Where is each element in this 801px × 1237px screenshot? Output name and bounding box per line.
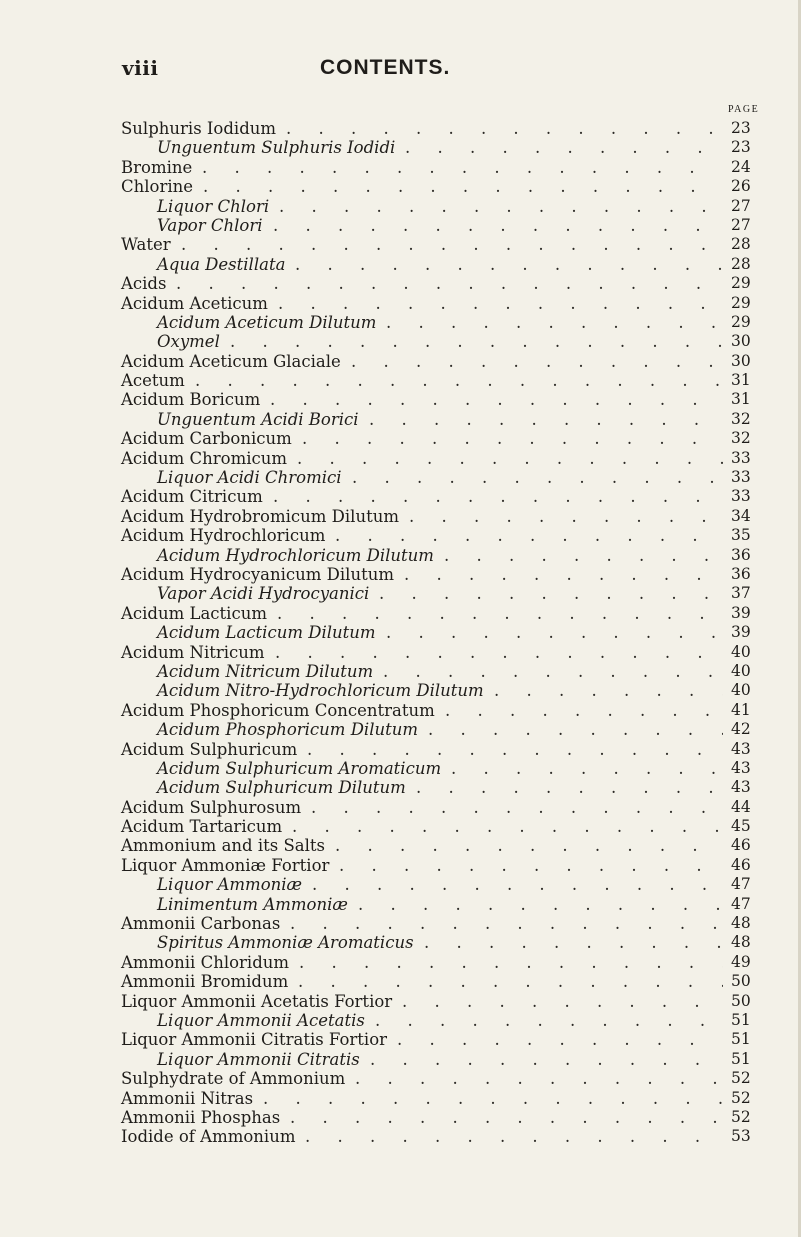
entry-title: Acidum Hydrochloricum Dilutum [157,545,434,565]
entry-title: Ammonii Chloridum [121,952,290,972]
entry-page-number: 27 [731,215,751,234]
entry-page-number: 28 [731,235,751,254]
entry-title: Acidum Lacticum [121,603,267,623]
dot-leader [286,119,723,138]
dot-leader [292,817,723,836]
entry-title: Acidum Nitricum [121,642,265,662]
entry-title: Unguentum Sulphuris Iodidi [157,138,396,158]
dot-leader [305,1127,723,1146]
contents-entry [121,371,763,390]
entry-page-number: 30 [731,351,751,370]
contents-subentry [121,410,763,429]
entry-title: Acidum Aceticum Dilutum [157,312,377,332]
dot-leader [270,390,723,409]
entry-page-number: 53 [731,1127,751,1146]
contents-entry [121,836,763,855]
entry-page-number: 52 [731,1069,751,1088]
dot-leader [302,429,723,448]
contents-entry [121,1069,763,1088]
dot-leader [335,526,723,545]
contents-subentry [121,778,763,797]
dot-leader [386,313,723,332]
entry-title: Acidum Hydrocyanicum Dilutum [121,564,394,584]
contents-entry [121,604,763,623]
entry-page-number: 29 [731,293,751,312]
entry-page-number: 26 [731,177,751,196]
contents-entry [121,235,763,254]
dot-leader [312,875,723,894]
entry-page-number: 42 [731,720,751,739]
entry-page-number: 35 [731,526,751,545]
contents-entry [121,1108,763,1127]
dot-leader [355,1069,723,1088]
entry-page-number: 51 [731,1049,751,1068]
dot-leader [428,720,723,739]
contents-subentry [121,313,763,332]
contents-subentry [121,662,763,681]
entry-page-number: 43 [731,758,751,777]
dot-leader [358,895,723,914]
dot-leader [297,449,723,468]
entry-title: Liquor Ammonii Citratis [157,1049,360,1069]
entry-page-number: 48 [731,933,751,952]
contents-subentry [121,584,763,603]
entry-page-number: 48 [731,914,751,933]
contents-entry [121,817,763,836]
entry-title: Liquor Acidi Chromici [157,468,342,488]
contents-entry [121,177,763,196]
entry-page-number: 29 [731,274,751,293]
dot-leader [273,487,723,506]
contents-subentry [121,197,763,216]
entry-title: Liquor Ammoniæ [157,875,303,895]
contents-subentry [121,546,763,565]
contents-entry [121,565,763,584]
entry-page-number: 51 [731,1030,751,1049]
entry-title: Vapor Acidi Hydrocyanici [157,584,370,604]
dot-leader [176,274,723,293]
entry-title: Liquor Ammonii Citratis Fortior [121,1030,388,1050]
entry-page-number: 44 [731,797,751,816]
contents-entry [121,914,763,933]
page-number-roman: viii [122,56,159,80]
entry-title: Liquor Ammonii Acetatis Fortior [121,991,393,1011]
entry-page-number: 46 [731,855,751,874]
entry-page-number: 33 [731,468,751,487]
contents-entry [121,429,763,448]
entry-title: Ammonii Nitras [121,1088,254,1108]
contents-entry [121,294,763,313]
dot-leader [444,546,723,565]
entry-title: Ammonii Carbonas [121,914,281,934]
dot-leader [352,468,723,487]
entry-title: Liquor Ammonii Acetatis [157,1010,365,1030]
entry-page-number: 46 [731,836,751,855]
contents-entry [121,274,763,293]
entry-page-number: 28 [731,254,751,273]
entry-page-number: 39 [731,623,751,642]
dot-leader [298,972,723,991]
contents-entry [121,449,763,468]
entry-title: Acidum Lacticum Dilutum [157,623,376,643]
entry-title: Chlorine [121,177,194,197]
contents-entry [121,390,763,409]
entry-title: Acidum Citricum [121,487,263,507]
entry-page-number: 30 [731,332,751,351]
entry-page-number: 32 [731,429,751,448]
contents-subentry [121,255,763,274]
dot-leader [402,992,723,1011]
entry-title: Bromine [121,157,193,177]
contents-list [121,119,763,1147]
dot-leader [397,1030,723,1049]
entry-title: Water [121,235,171,255]
dot-leader [311,798,723,817]
contents-subentry [121,468,763,487]
contents-entry [121,992,763,1011]
entry-title: Ammonii Bromidum [121,972,289,992]
entry-title: Acidum Tartaricum [121,817,283,837]
contents-subentry [121,681,763,700]
contents-entry [121,856,763,875]
entry-title: Sulphuris Iodidum [121,119,277,138]
entry-title: Acidum Nitricum Dilutum [157,661,374,681]
contents-entry [121,701,763,720]
entry-page-number: 23 [731,119,751,137]
entry-page-number: 24 [731,157,751,176]
entry-title: Acidum Sulphuricum Aromaticum [157,758,442,778]
entry-title: Acidum Hydrobromicum Dilutum [121,506,399,526]
entry-title: Unguentum Acidi Borici [157,409,359,429]
dot-leader [263,1089,723,1108]
dot-leader [445,701,723,720]
entry-title: Aqua Destillata [157,254,286,274]
contents-subentry [121,216,763,235]
entry-page-number: 40 [731,661,751,680]
dot-leader [339,856,723,875]
entry-page-number: 43 [731,778,751,797]
contents-entry [121,643,763,662]
contents-entry [121,352,763,371]
entry-title: Acidum Carbonicum [121,429,292,449]
entry-page-number: 37 [731,584,751,603]
entry-title: Acidum Hydrochloricum [121,526,326,546]
dot-leader [279,197,723,216]
entry-title: Acidum Boricum [121,390,261,410]
contents-subentry [121,720,763,739]
dot-leader [290,914,723,933]
entry-page-number: 27 [731,196,751,215]
entry-title: Liquor Ammoniæ Fortior [121,855,330,875]
dot-leader [383,662,723,681]
contents-subentry [121,759,763,778]
contents-entry [121,119,763,138]
entry-page-number: 36 [731,545,751,564]
contents-entry [121,487,763,506]
contents-entry [121,972,763,991]
entry-title: Acetum [121,371,185,391]
contents-entry [121,953,763,972]
contents-entry [121,798,763,817]
dot-leader [275,643,723,662]
contents-entry [121,158,763,177]
dot-leader [375,1011,723,1030]
entry-title: Liquor Chlori [157,196,270,216]
contents-entry [121,526,763,545]
entry-page-number: 51 [731,1010,751,1029]
entry-title: Ammonii Phosphas [121,1107,281,1127]
dot-leader [416,778,723,797]
entry-title: Oxymel [157,332,220,352]
entry-title: Ammonium and its Salts [121,836,325,856]
entry-title: Acidum Phosphoricum Dilutum [157,720,419,740]
dot-leader [290,1108,723,1127]
contents-entry [121,507,763,526]
contents-subentry [121,1050,763,1069]
entry-page-number: 33 [731,487,751,506]
contents-subentry [121,895,763,914]
page-column-label: PAGE [728,104,760,115]
dot-leader [386,623,723,642]
entry-title: Acids [121,274,167,294]
entry-page-number: 40 [731,681,751,700]
dot-leader [409,507,723,526]
entry-title: Acidum Sulphuricum [121,739,298,759]
entry-page-number: 34 [731,506,751,525]
dot-leader [369,410,723,429]
entry-page-number: 45 [731,817,751,836]
contents-entry [121,1127,763,1146]
entry-page-number: 36 [731,564,751,583]
entry-page-number: 47 [731,894,751,913]
page-title: CONTENTS. [320,56,451,79]
dot-leader [295,255,723,274]
dot-leader [404,565,723,584]
dot-leader [351,352,723,371]
dot-leader [181,235,723,254]
contents-subentry [121,623,763,642]
contents-entry [121,1030,763,1049]
entry-page-number: 43 [731,739,751,758]
entry-title: Iodide of Ammonium [121,1127,296,1147]
entry-title: Acidum Nitro-Hydrochloricum Dilutum [157,681,484,701]
dot-leader [424,933,723,952]
dot-leader [405,138,723,157]
entry-page-number: 50 [731,991,751,1010]
dot-leader [278,294,723,313]
entry-title: Acidum Phosphoricum Concentratum [121,700,435,720]
entry-page-number: 33 [731,448,751,467]
entry-title: Acidum Aceticum [121,293,268,313]
entry-title: Acidum Sulphuricum Dilutum [157,778,406,798]
entry-page-number: 29 [731,312,751,331]
entry-page-number: 23 [731,138,751,157]
entry-page-number: 31 [731,371,751,390]
contents-subentry [121,138,763,157]
entry-page-number: 31 [731,390,751,409]
entry-title: Linimentum Ammoniæ [157,894,348,914]
dot-leader [202,158,723,177]
contents-subentry [121,332,763,351]
entry-page-number: 52 [731,1088,751,1107]
entry-page-number: 49 [731,952,751,971]
entry-page-number: 32 [731,409,751,428]
entry-title: Spiritus Ammoniæ Aromaticus [157,933,414,953]
entry-title: Acidum Aceticum Glaciale [121,351,341,371]
contents-entry [121,740,763,759]
contents-subentry [121,875,763,894]
dot-leader [379,584,723,603]
entry-page-number: 47 [731,875,751,894]
entry-page-number: 52 [731,1107,751,1126]
entry-title: Acidum Chromicum [121,448,288,468]
entry-title: Vapor Chlori [157,215,263,235]
entry-title: Acidum Sulphurosum [121,797,302,817]
dot-leader [307,740,723,759]
dot-leader [230,332,723,351]
dot-leader [195,371,723,390]
page-header [0,56,801,80]
entry-page-number: 50 [731,972,751,991]
contents-subentry [121,933,763,952]
dot-leader [299,953,723,972]
entry-title: Sulphydrate of Ammonium [121,1069,346,1089]
dot-leader [277,604,723,623]
contents-entry [121,1089,763,1108]
contents-subentry [121,1011,763,1030]
entry-page-number: 40 [731,642,751,661]
dot-leader [494,681,723,700]
dot-leader [203,177,723,196]
entry-page-number: 41 [731,700,751,719]
dot-leader [335,836,723,855]
dot-leader [451,759,723,778]
entry-page-number: 39 [731,603,751,622]
dot-leader [273,216,723,235]
dot-leader [370,1050,723,1069]
